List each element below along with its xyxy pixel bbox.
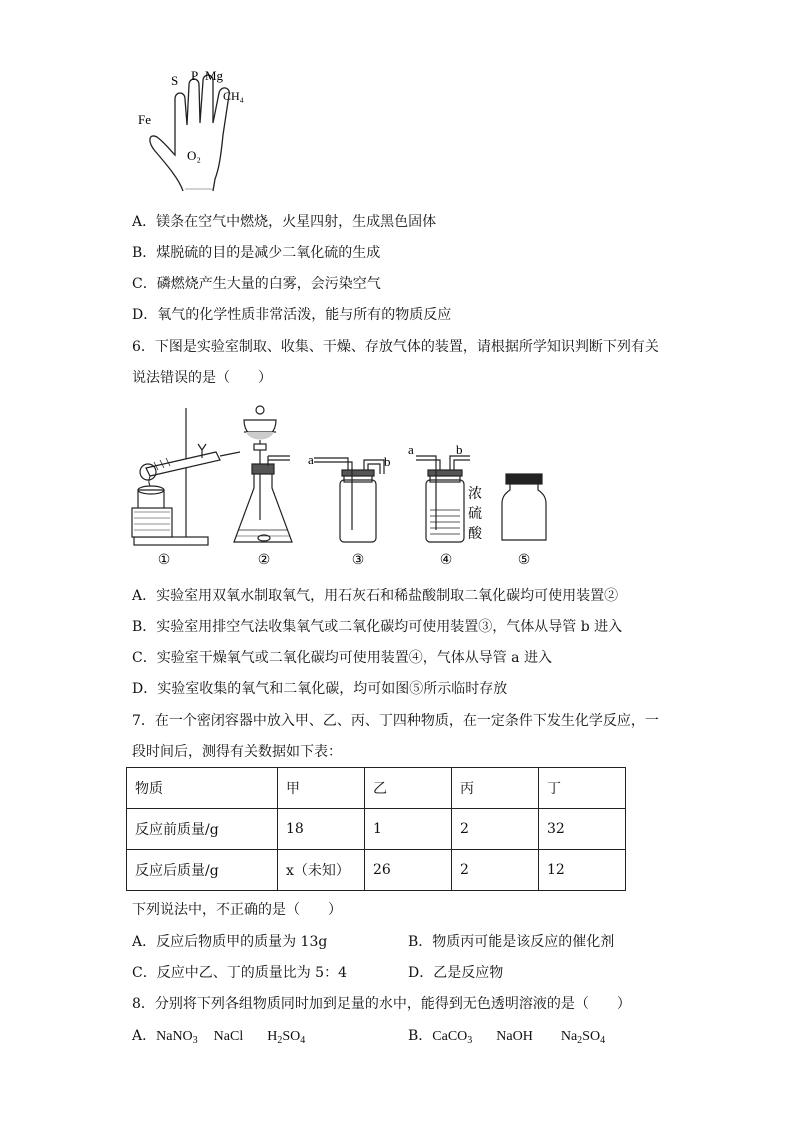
hand-figure xyxy=(135,65,260,195)
apparatus-label-4: ④ xyxy=(439,553,453,568)
table-cell: 物质 xyxy=(127,768,278,809)
q7-stem-line1: 7．在一个密闭容器中放入甲、乙、丙、丁四种物质，在一定条件下发生化学反应，一 xyxy=(132,713,659,729)
label-s: S xyxy=(171,73,179,88)
q7-stem-line2: 段时间后，测得有关数据如下表： xyxy=(132,744,342,760)
table-row xyxy=(127,809,626,850)
apparatus-label-1: ① xyxy=(157,553,171,568)
q6-option-d: D．实验室收集的氧气和二氧化碳，均可如图⑤所示临时存放 xyxy=(132,681,508,697)
q8-option-b-label: B． xyxy=(408,1028,433,1044)
q7-option-c: C．反应中乙、丁的质量比为 5：4 xyxy=(132,965,347,981)
label-p: P xyxy=(191,68,199,83)
q6-option-b: B．实验室用排空气法收集氧气或二氧化碳均可使用装置③，气体从导管 b 进入 xyxy=(132,619,623,635)
table-cell: 18 xyxy=(278,809,365,850)
acid-label-2: 硫 xyxy=(468,507,482,522)
q8-option-b xyxy=(408,1026,605,1047)
q7-option-b: B．物质丙可能是该反应的催化剂 xyxy=(408,934,615,950)
q8-option-a-label: A． xyxy=(132,1028,157,1044)
table-cell: x（未知） xyxy=(278,850,365,891)
hand-outline xyxy=(150,75,229,191)
acid-label-3: 酸 xyxy=(468,527,482,542)
formula-na2so4: $Na_2SO_4$ xyxy=(560,1029,606,1046)
label-ch4: CH₄ xyxy=(223,89,244,103)
table-row xyxy=(127,850,626,891)
formula-nano3: NaNO$_3$ xyxy=(156,1029,198,1046)
apparatus-label-2: ② xyxy=(257,553,271,568)
q5-option-d: D．氧气的化学性质非常活泼，能与所有的物质反应 xyxy=(132,307,452,323)
table-cell: 反应前质量/g xyxy=(127,809,278,850)
table-header-row xyxy=(127,768,626,809)
table-cell: 32 xyxy=(539,809,626,850)
q8-option-a xyxy=(132,1026,305,1047)
apparatus-3-bottle xyxy=(314,458,384,542)
table-cell: 26 xyxy=(365,850,452,891)
q6-option-a: A．实验室用双氧水制取氧气，用石灰石和稀盐酸制取二氧化碳均可使用装置② xyxy=(132,588,619,604)
table-cell: 2 xyxy=(452,809,539,850)
q8-stem: 8．分别将下列各组物质同时加到足量的水中，能得到无色透明溶液的是（ ） xyxy=(132,996,631,1012)
q7-question: 下列说法中，不正确的是（ ） xyxy=(132,902,342,918)
formula-naoh: NaOH xyxy=(496,1029,533,1044)
formula-nacl: NaCl xyxy=(213,1029,244,1044)
table-cell: 甲 xyxy=(278,768,365,809)
table-cell: 1 xyxy=(365,809,452,850)
q5-option-b: B．煤脱硫的目的是减少二氧化硫的生成 xyxy=(132,245,381,261)
q6-stem-line2: 说法错误的是（ ） xyxy=(132,370,272,386)
table-cell: 2 xyxy=(452,850,539,891)
table-cell: 丙 xyxy=(452,768,539,809)
table-cell: 丁 xyxy=(539,768,626,809)
tube-a-4: a xyxy=(408,442,414,457)
apparatus-4-drying xyxy=(416,456,470,542)
apparatus-2-flask xyxy=(234,406,292,542)
q5-option-c: C．磷燃烧产生大量的白雾，会污染空气 xyxy=(132,276,381,292)
apparatus-label-5: ⑤ xyxy=(517,553,531,568)
table-cell: 乙 xyxy=(365,768,452,809)
q6-stem-line1: 6．下图是实验室制取、收集、干燥、存放气体的装置，请根据所学知识判断下列有关 xyxy=(132,339,659,355)
tube-b-3: b xyxy=(384,454,391,469)
q6-option-c: C．实验室干燥氧气或二氧化碳均可使用装置④，气体从导管 a 进入 xyxy=(132,650,552,666)
q5-option-a: A．镁条在空气中燃烧，火星四射，生成黑色固体 xyxy=(132,214,437,230)
label-o2: O₂ xyxy=(187,148,201,163)
q7-option-a: A．反应后物质甲的质量为 13g xyxy=(132,934,328,950)
tube-b-4: b xyxy=(456,442,463,457)
mass-data-table xyxy=(126,767,626,891)
apparatus-5-storage xyxy=(502,474,546,540)
apparatus-1-heating xyxy=(132,408,240,545)
q7-option-d: D．乙是反应物 xyxy=(408,965,504,981)
label-fe: Fe xyxy=(138,112,151,127)
label-mg: Mg xyxy=(205,68,224,83)
formula-h2so4: $H_2SO_4$ xyxy=(267,1029,306,1046)
apparatus-figure xyxy=(128,400,558,572)
tube-a-3: a xyxy=(308,452,314,467)
formula-caco3: CaCO$_3$ xyxy=(432,1029,473,1046)
table-cell: 反应后质量/g xyxy=(127,850,278,891)
apparatus-label-3: ③ xyxy=(351,553,365,568)
acid-label-1: 浓 xyxy=(468,487,482,502)
table-cell: 12 xyxy=(539,850,626,891)
